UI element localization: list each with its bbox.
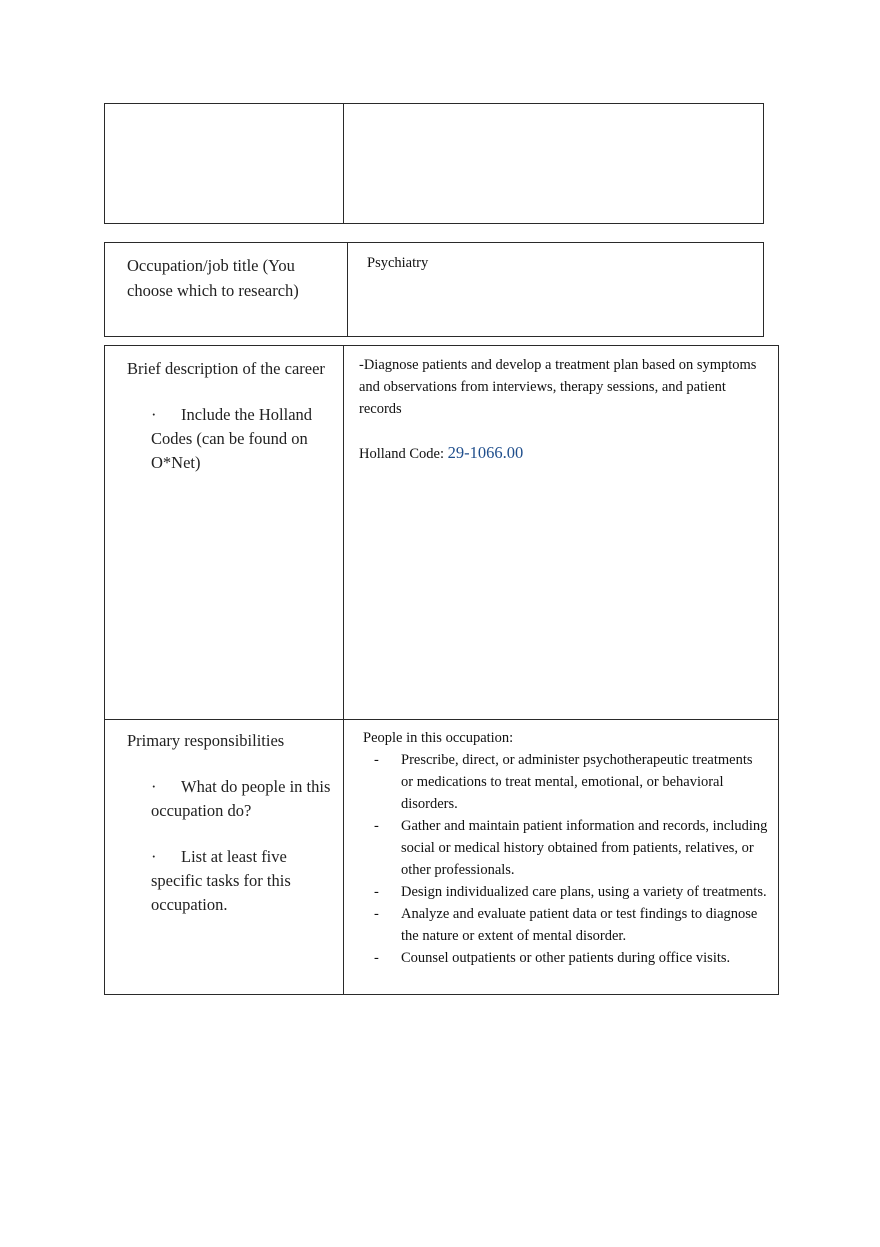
column-divider xyxy=(347,243,348,336)
task-item xyxy=(363,947,768,969)
responsibilities-label-cell xyxy=(127,728,332,917)
column-divider xyxy=(343,104,344,223)
responsibilities-bullet-2-text: List at least five specific tasks for this occupation. xyxy=(151,847,291,914)
responsibilities-content xyxy=(363,727,768,969)
responsibilities-label: Primary responsibilities xyxy=(127,731,285,750)
career-table xyxy=(104,345,779,995)
description-text: -Diagnose patients and develop a treatment plan based on symptoms and observations from interviews, therapy sessions, and patient records xyxy=(359,357,757,417)
task-item xyxy=(363,903,768,947)
bullet-icon: · xyxy=(151,405,157,424)
description-label: Brief description of the career xyxy=(127,359,325,378)
dash-bullet: - xyxy=(374,818,379,834)
task-text: Counsel outpatients or other patients during office visits. xyxy=(401,950,731,966)
occupation-value-text: Psychiatry xyxy=(367,255,429,271)
dash-bullet: - xyxy=(374,906,379,922)
dash-bullet: - xyxy=(374,752,379,768)
occupation-table xyxy=(104,242,764,337)
description-bullet xyxy=(151,403,332,475)
task-item xyxy=(363,815,768,881)
holland-code-link[interactable]: 29-1066.00 xyxy=(447,443,524,462)
responsibilities-bullet-2 xyxy=(151,845,332,917)
dash-bullet: - xyxy=(374,950,379,966)
responsibilities-bullet-1 xyxy=(151,775,332,823)
description-content xyxy=(359,354,764,465)
holland-code-label: Holland Code: xyxy=(359,446,444,462)
occupation-label-text: Occupation/job title (You choose which to research) xyxy=(127,256,299,300)
task-text: Gather and maintain patient information and records, including social or medical history obtained from patients, relatives, or other professionals. xyxy=(401,818,768,878)
occupation-value xyxy=(367,252,747,274)
responsibilities-bullet-1-text: What do people in this occupation do? xyxy=(151,777,331,820)
bullet-icon: · xyxy=(151,777,157,796)
task-item xyxy=(363,749,768,815)
task-item xyxy=(363,881,768,903)
task-text: Prescribe, direct, or administer psychotherapeutic treatments or medications to treat mental, emotional, or behavioral disorders. xyxy=(401,752,753,812)
description-bullet-text: Include the Holland Codes (can be found on O*Net) xyxy=(151,405,313,472)
dash-bullet: - xyxy=(374,884,379,900)
bullet-icon: · xyxy=(151,847,157,866)
occupation-label xyxy=(127,253,327,303)
holland-code-line xyxy=(359,442,764,465)
description-label-cell xyxy=(127,356,332,475)
row-divider xyxy=(105,719,778,720)
task-text: Design individualized care plans, using a variety of treatments. xyxy=(401,884,767,900)
empty-header-table xyxy=(104,103,764,224)
column-divider xyxy=(343,346,344,994)
responsibilities-intro: People in this occupation: xyxy=(363,730,514,746)
task-text: Analyze and evaluate patient data or test findings to diagnose the nature or extent of mental disorder. xyxy=(401,906,758,944)
